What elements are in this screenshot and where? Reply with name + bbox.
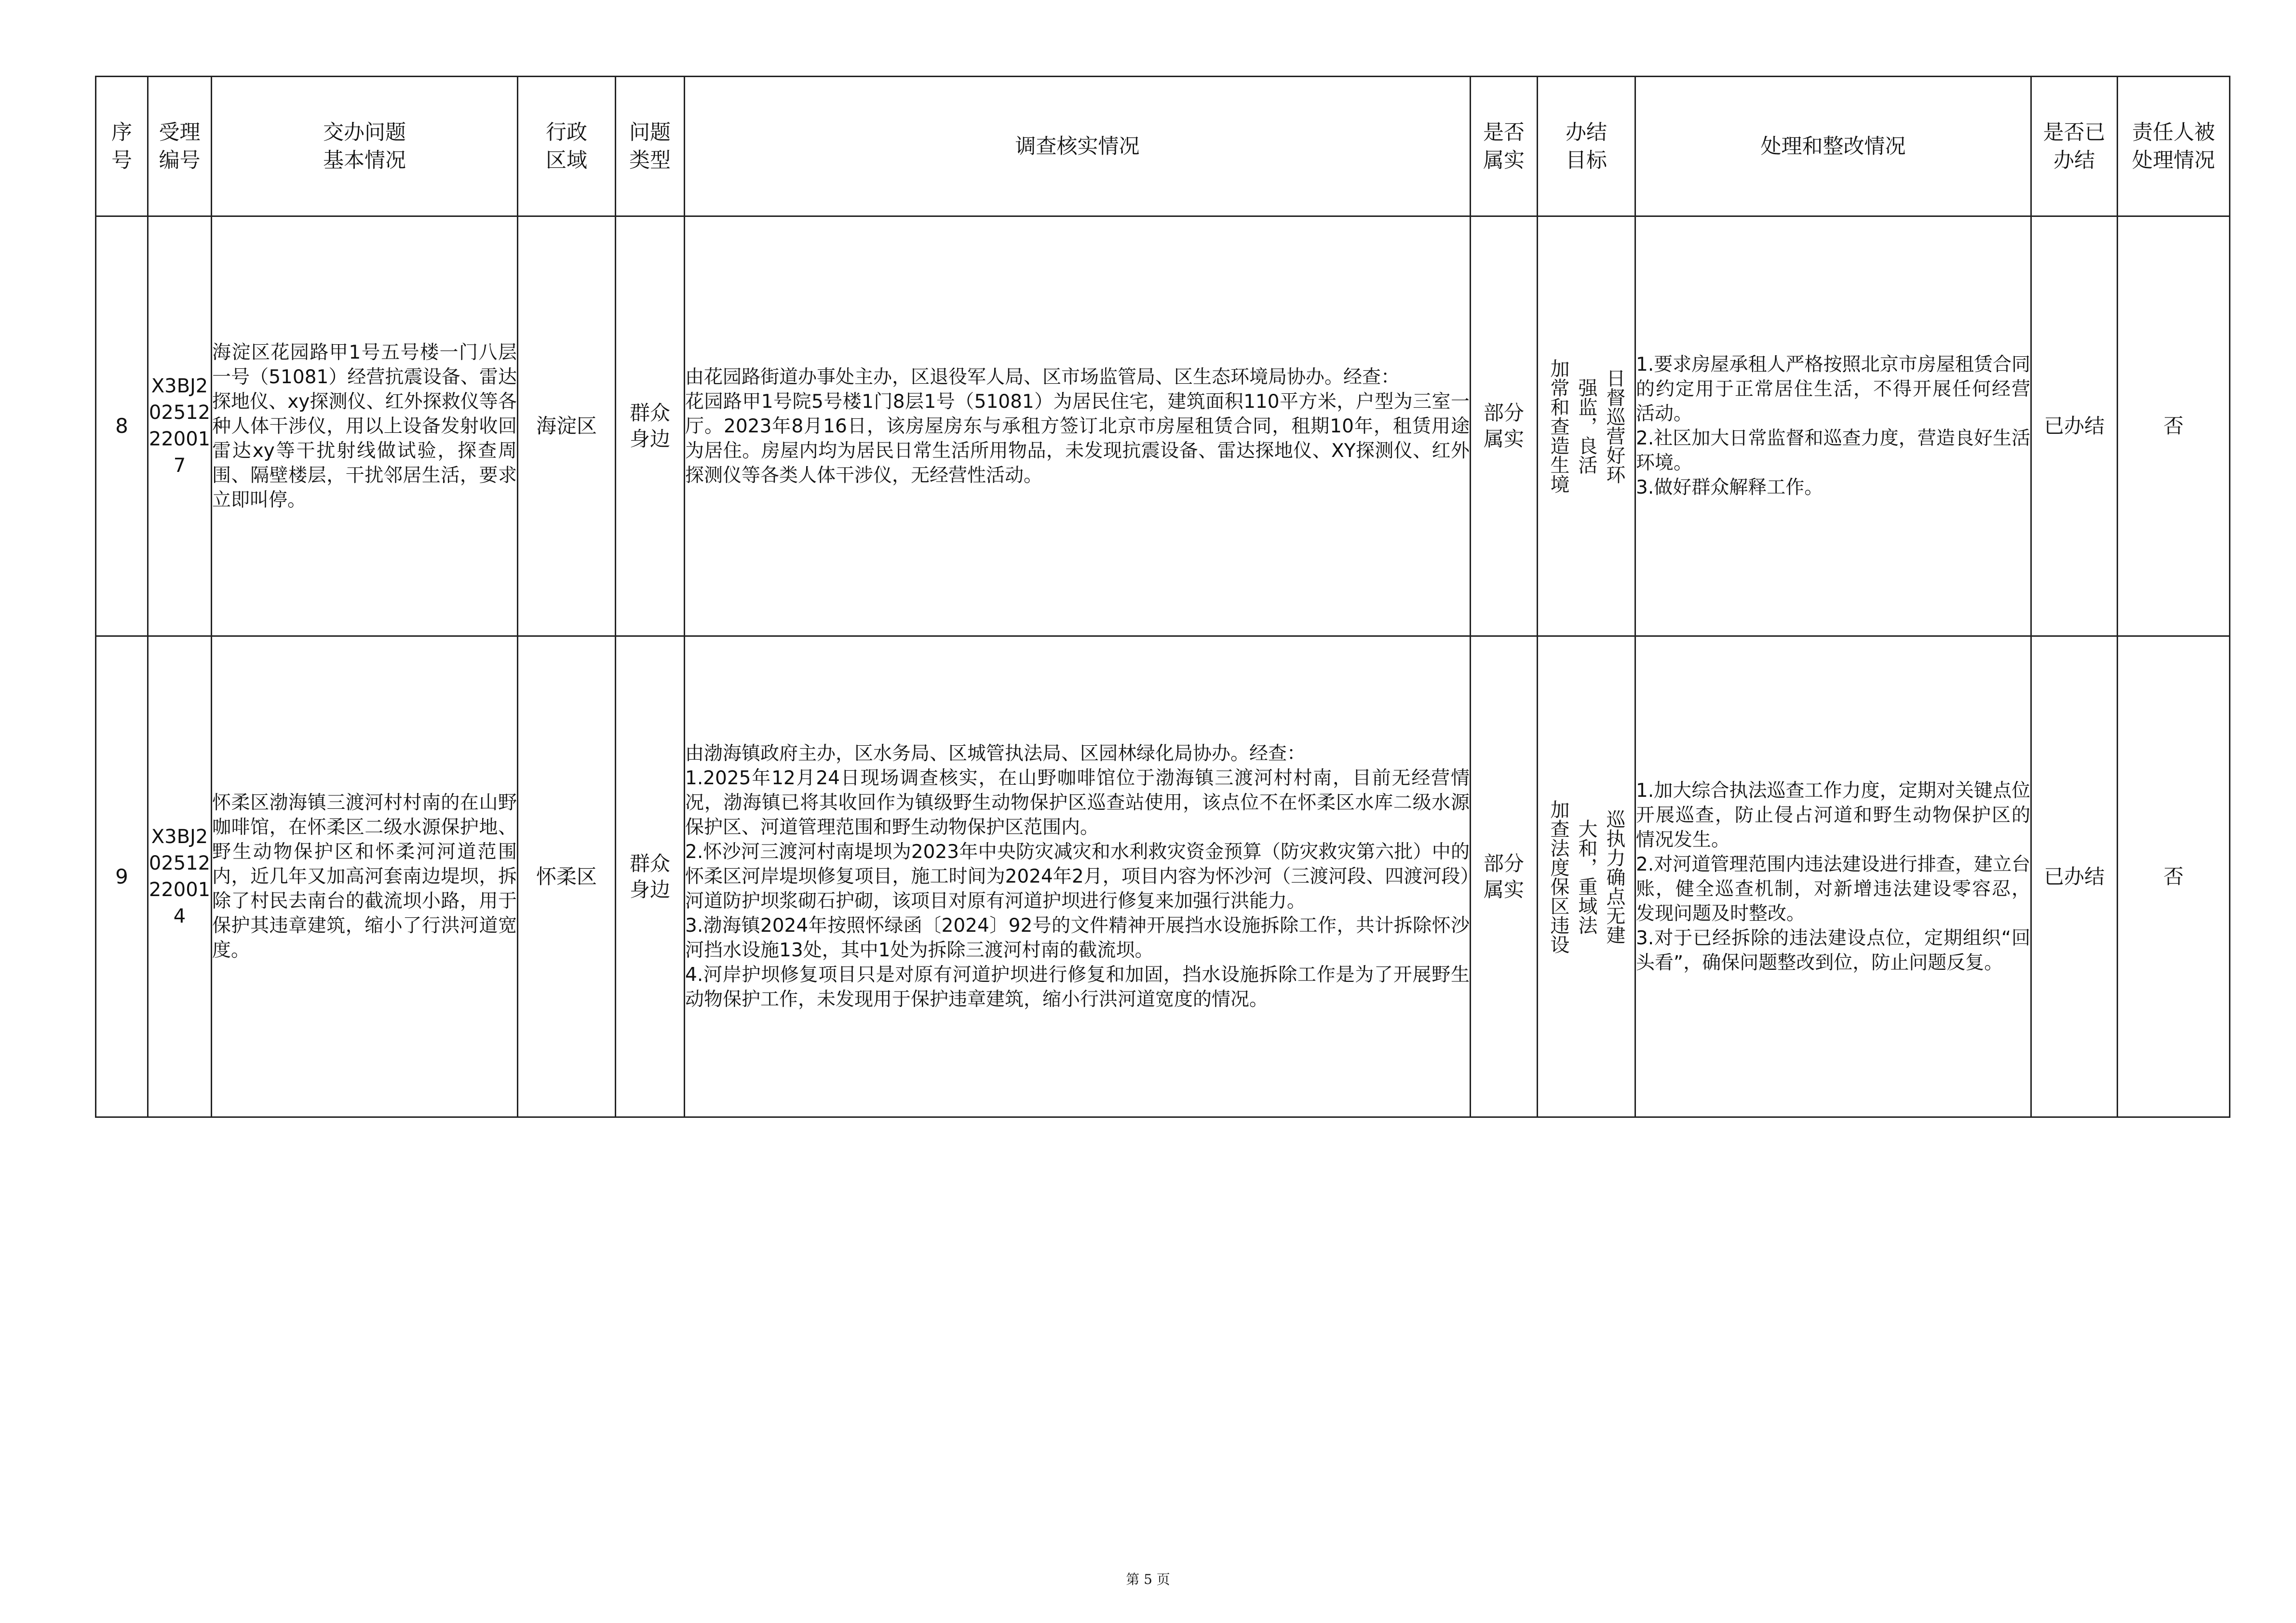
cell-issue: 海淀区花园路甲1号五号楼一门八层一号（51081）经营抗震设备、雷达探地仪、xy探测仪、红外探救仪等各种人体干涉仪，用以上设备发射收回雷达xy等干扰射线做试验，探查周围、隔壁楼层，干扰邻居生活，要求立即叫停。 [212, 216, 518, 636]
goal-column: 加常和查造生境 [1547, 359, 1569, 494]
cell-is-true [1471, 636, 1538, 1117]
cell-district: 海淀区 [518, 216, 616, 636]
cell-rectification [1635, 216, 2031, 636]
cell-is-true [1471, 216, 1538, 636]
cell-issue: 怀柔区渤海镇三渡河村村南的在山野咖啡馆，在怀柔区二级水源保护地、野生动物保护区和怀柔河河道范围内，近几年又加高河套南边堤坝，拆除了村民去南台的截流坝小路，用于保护其违章建筑，缩小了行洪河道宽度。 [212, 636, 518, 1117]
header-issue: 交办问题 基本情况 [212, 77, 518, 216]
cell-type [616, 216, 685, 636]
table-header-row [96, 77, 2230, 216]
cell-punished: 否 [2118, 636, 2230, 1117]
cell-goal [1538, 216, 1635, 636]
investigation-line: 由花园路街道办事处主办，区退役军人局、区市场监管局、区生态环境局协办。经查： [685, 366, 1400, 388]
goal-text [1538, 637, 1634, 1116]
header-type: 问题 类型 [616, 77, 685, 216]
goal-column: 大和，重域法 [1575, 818, 1597, 935]
verification-table [95, 76, 2230, 1118]
type-text: 群众身边 [630, 401, 671, 451]
investigation-line: 1.2025年12月24日现场调查核实，在山野咖啡馆位于渤海镇三渡河村村南，目前无经营情况，渤海镇已将其收回作为镇级野生动物保护区巡查站使用，该点位不在怀柔区水库二级水源保护区、河道管理范围和野生动物保护区范围内。 [685, 767, 1470, 838]
cell-goal [1538, 636, 1635, 1117]
header-rectification: 处理和整改情况 [1635, 77, 2031, 216]
table-row [96, 636, 2230, 1117]
rectification-line: 3.对于已经拆除的违法建设点位，定期组织“回头看”，确保问题整改到位，防止问题反复。 [1636, 927, 2030, 974]
header-is-true: 是否 属实 [1471, 77, 1538, 216]
is-true-text: 部分属实 [1483, 851, 1524, 901]
cell-no: 9 [96, 636, 148, 1117]
cell-no: 8 [96, 216, 148, 636]
header-punished: 责任人被 处理情况 [2118, 77, 2230, 216]
investigation-line: 2.怀沙河三渡河村南堤坝为2023年中央防灾减灾和水利救灾资金预算（防灾救灾第六批）中的怀柔区河岸堤坝修复项目，施工时间为2024年2月，项目内容为怀沙河（三渡河段、四渡河段）河道防护坝浆砌石护砌，该项目对原有河道护坝进行修复来加强行洪能力。 [685, 841, 1470, 912]
rectification-line: 1.加大综合执法巡查工作力度，定期对关键点位开展巡查，防止侵占河道和野生动物保护区的情况发生。 [1636, 779, 2030, 851]
page-number: 第 5 页 [1126, 1571, 1170, 1587]
investigation-line: 4.河岸护坝修复项目只是对原有河道护坝进行修复和加固，挡水设施拆除工作是为了开展野生动物保护工作，未发现用于保护违章建筑，缩小行洪河道宽度的情况。 [685, 964, 1470, 1010]
is-true-text: 部分属实 [1483, 401, 1524, 451]
header-closed: 是否已 办结 [2031, 77, 2118, 216]
header-no: 序 号 [96, 77, 148, 216]
cell-id: X3BJ202512220017 [148, 216, 212, 636]
header-goal: 办结 目标 [1538, 77, 1635, 216]
investigation-line: 花园路甲1号院5号楼1门8层1号（51081）为居民住宅，建筑面积110平方米，户型为三室一厅。2023年8月16日，该房屋房东与承租方签订北京市房屋租赁合同，租期10年，租赁用途为居住。房屋内均为居民日常生活所用物品，未发现抗震设备、雷达探地仪、XY探测仪、红外探测仪等各类人体干涉仪，无经营性活动。 [685, 390, 1470, 486]
cell-punished: 否 [2118, 216, 2230, 636]
header-district: 行政 区域 [518, 77, 616, 216]
cell-id: X3BJ202512220014 [148, 636, 212, 1117]
goal-column: 日督巡营好环 [1603, 368, 1625, 484]
header-id: 受理 编号 [148, 77, 212, 216]
cell-closed: 已办结 [2031, 636, 2118, 1117]
cell-district: 怀柔区 [518, 636, 616, 1117]
type-text: 群众身边 [630, 851, 671, 901]
cell-rectification [1635, 636, 2031, 1117]
table-row [96, 216, 2230, 636]
rectification-line: 3.做好群众解释工作。 [1636, 477, 1823, 498]
cell-investigation [685, 636, 1471, 1117]
rectification-line: 1.要求房屋承租人严格按照北京市房屋租赁合同的约定用于正常居住生活，不得开展任何经营活动。 [1636, 354, 2030, 425]
rectification-line: 2.社区加大日常监督和巡查力度，营造良好生活环境。 [1636, 428, 2030, 474]
goal-column: 加查法度保区违设 [1547, 799, 1569, 954]
cell-investigation [685, 216, 1471, 636]
goal-column: 强监，良活 [1575, 378, 1597, 474]
rectification-line: 2.对河道管理范围内违法建设进行排查，建立台账，健全巡查机制，对新增违法建设零容忍，发现问题及时整改。 [1636, 853, 2030, 925]
investigation-line: 3.渤海镇2024年按照怀绿函〔2024〕92号的文件精神开展挡水设施拆除工作，共计拆除怀沙河挡水设施13处，其中1处为拆除三渡河村南的截流坝。 [685, 915, 1470, 961]
investigation-line: 由渤海镇政府主办，区水务局、区城管执法局、区园林绿化局协办。经查： [685, 743, 1306, 765]
cell-type [616, 636, 685, 1117]
cell-closed: 已办结 [2031, 216, 2118, 636]
header-investigation: 调查核实情况 [685, 77, 1471, 216]
goal-column: 巡执力确点无建 [1603, 809, 1625, 944]
goal-text [1538, 217, 1634, 635]
